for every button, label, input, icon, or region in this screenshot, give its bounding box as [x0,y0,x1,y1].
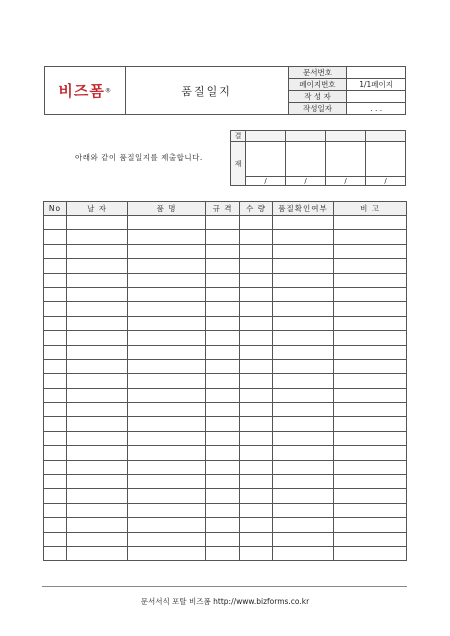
table-cell[interactable] [273,359,334,373]
table-cell[interactable] [334,216,407,230]
table-cell[interactable] [334,546,407,560]
table-cell[interactable] [240,331,273,345]
table-cell[interactable] [273,518,334,532]
table-cell[interactable] [273,388,334,402]
table-cell[interactable] [67,259,128,273]
table-cell[interactable] [206,273,240,287]
table-cell[interactable] [44,446,67,460]
table-cell[interactable] [206,503,240,517]
table-cell[interactable] [273,460,334,474]
column-header-no: No [44,202,67,216]
approval-box [230,130,406,186]
table-cell[interactable] [334,417,407,431]
table-cell[interactable] [206,518,240,532]
table-cell[interactable] [240,503,273,517]
table-row [44,518,407,532]
table-cell[interactable] [67,216,128,230]
table-cell[interactable] [44,489,67,503]
table-cell[interactable] [67,316,128,330]
table-cell[interactable] [67,518,128,532]
table-cell[interactable] [206,431,240,445]
table-cell[interactable] [67,431,128,445]
table-cell[interactable] [206,345,240,359]
logo-text: 비즈폼 [58,82,105,100]
table-cell[interactable] [240,460,273,474]
table-cell[interactable] [128,518,206,532]
table-cell[interactable] [240,546,273,560]
table-cell[interactable] [240,431,273,445]
document-title: 품질일지 [125,67,288,115]
table-cell[interactable] [206,316,240,330]
table-cell[interactable] [334,359,407,373]
table-cell[interactable] [67,230,128,244]
table-cell[interactable] [206,446,240,460]
meta-label-page-number: 페이지번호 [288,79,347,91]
table-cell[interactable] [67,532,128,546]
table-cell[interactable] [206,388,240,402]
table-row [44,446,407,460]
table-cell[interactable] [128,345,206,359]
registered-mark: ® [104,87,112,95]
approval-date-cell[interactable]: / [246,177,286,186]
table-cell[interactable] [206,403,240,417]
table-row [44,302,407,316]
table-row [44,532,407,546]
table-cell[interactable] [128,287,206,301]
table-cell[interactable] [334,403,407,417]
table-cell[interactable] [128,403,206,417]
table-row [44,489,407,503]
table-cell[interactable] [240,489,273,503]
table-cell[interactable] [44,331,67,345]
table-cell[interactable] [273,287,334,301]
table-row [44,388,407,402]
table-row [44,374,407,388]
company-logo [45,67,126,115]
meta-label-date: 작성일자 [288,103,347,115]
approval-sign-cell[interactable] [286,142,326,177]
table-cell[interactable] [67,475,128,489]
table-cell[interactable] [67,331,128,345]
table-cell[interactable] [44,244,67,258]
table-row [44,546,407,560]
table-cell[interactable] [44,287,67,301]
table-cell[interactable] [206,546,240,560]
table-cell[interactable] [67,489,128,503]
table-cell[interactable] [44,216,67,230]
table-cell[interactable] [44,374,67,388]
table-cell[interactable] [240,388,273,402]
table-cell[interactable] [206,417,240,431]
table-cell[interactable] [44,359,67,373]
table-cell[interactable] [334,460,407,474]
table-cell[interactable] [128,546,206,560]
table-cell[interactable] [240,230,273,244]
table-cell[interactable] [240,259,273,273]
table-cell[interactable] [334,259,407,273]
table-cell[interactable] [334,345,407,359]
approval-date-cell[interactable]: / [366,177,406,186]
table-cell[interactable] [44,475,67,489]
table-cell[interactable] [273,546,334,560]
table-cell[interactable] [44,345,67,359]
table-cell[interactable] [128,446,206,460]
table-cell[interactable] [44,503,67,517]
table-cell[interactable] [67,417,128,431]
table-cell[interactable] [273,316,334,330]
column-header-date: 날 자 [67,202,128,216]
table-cell[interactable] [128,532,206,546]
table-cell[interactable] [240,244,273,258]
table-cell[interactable] [334,431,407,445]
table-cell[interactable] [128,489,206,503]
meta-value-doc-number[interactable] [347,67,406,79]
table-cell[interactable] [240,316,273,330]
table-cell[interactable] [44,518,67,532]
table-cell[interactable] [273,475,334,489]
meta-value-author[interactable] [347,91,406,103]
table-row [44,331,407,345]
table-row [44,316,407,330]
meta-value-date[interactable]: . . . [347,103,406,115]
table-row [44,244,407,258]
table-row [44,216,407,230]
approval-sign-cell[interactable] [246,142,286,177]
table-row [44,273,407,287]
table-cell[interactable] [206,374,240,388]
table-cell[interactable] [128,359,206,373]
table-cell[interactable] [334,532,407,546]
table-cell[interactable] [128,331,206,345]
table-cell[interactable] [67,388,128,402]
table-cell[interactable] [206,302,240,316]
table-row [44,230,407,244]
table-cell[interactable] [128,503,206,517]
table-cell[interactable] [44,417,67,431]
table-cell[interactable] [128,316,206,330]
table-cell[interactable] [273,331,334,345]
table-cell[interactable] [67,302,128,316]
table-cell[interactable] [273,431,334,445]
column-header-item-name: 품 명 [128,202,206,216]
table-cell[interactable] [67,503,128,517]
column-header-quality-check: 품질확인여부 [273,202,334,216]
table-cell[interactable] [240,518,273,532]
table-cell[interactable] [67,345,128,359]
table-cell[interactable] [273,489,334,503]
table-cell[interactable] [273,230,334,244]
approval-sign-cell[interactable] [326,142,366,177]
meta-label-doc-number: 문서번호 [288,67,347,79]
meta-value-page-number[interactable]: 1/1페이지 [347,79,406,91]
table-cell[interactable] [334,503,407,517]
table-cell[interactable] [206,216,240,230]
table-cell[interactable] [240,532,273,546]
table-cell[interactable] [240,403,273,417]
table-row [44,431,407,445]
table-cell[interactable] [44,230,67,244]
table-row [44,460,407,474]
table-cell[interactable] [334,302,407,316]
table-cell[interactable] [128,216,206,230]
table-cell[interactable] [128,388,206,402]
table-row [44,503,407,517]
approval-header-cell [366,131,406,142]
table-cell[interactable] [273,417,334,431]
table-cell[interactable] [206,287,240,301]
table-cell[interactable] [44,316,67,330]
table-cell[interactable] [44,431,67,445]
table-cell[interactable] [334,446,407,460]
table-cell[interactable] [273,273,334,287]
table-cell[interactable] [273,446,334,460]
approval-date-cell[interactable]: / [286,177,326,186]
table-cell[interactable] [67,374,128,388]
table-cell[interactable] [240,302,273,316]
table-cell[interactable] [128,244,206,258]
table-cell[interactable] [334,374,407,388]
table-body [44,216,407,561]
table-cell[interactable] [334,230,407,244]
table-cell[interactable] [240,287,273,301]
submission-statement: 아래와 같이 품질일지를 제출합니다. [75,153,203,162]
table-cell[interactable] [334,518,407,532]
table-row [44,345,407,359]
table-cell[interactable] [67,244,128,258]
column-header-spec: 규 격 [206,202,240,216]
table-cell[interactable] [273,532,334,546]
approval-header-cell [286,131,326,142]
meta-label-author: 작 성 자 [288,91,347,103]
table-cell[interactable] [240,216,273,230]
table-cell[interactable] [206,532,240,546]
table-cell[interactable] [44,460,67,474]
table-cell[interactable] [206,475,240,489]
table-cell[interactable] [44,388,67,402]
footer-divider [42,586,407,587]
approval-header-cell [326,131,366,142]
column-header-quantity: 수 량 [240,202,273,216]
table-cell[interactable] [44,546,67,560]
table-cell[interactable] [240,446,273,460]
table-cell[interactable] [128,431,206,445]
table-cell[interactable] [273,374,334,388]
table-cell[interactable] [206,244,240,258]
table-cell[interactable] [67,273,128,287]
table-cell[interactable] [240,374,273,388]
table-cell[interactable] [128,374,206,388]
approval-header-cell [246,131,286,142]
table-row [44,259,407,273]
table-cell[interactable] [128,230,206,244]
approval-sign-cell[interactable] [366,142,406,177]
table-cell[interactable] [128,417,206,431]
table-cell[interactable] [67,359,128,373]
table-cell[interactable] [206,359,240,373]
footer-text: 문서서식 포탈 비즈폼 http://www.bizforms.co.kr [140,597,310,606]
table-cell[interactable] [44,302,67,316]
table-cell[interactable] [334,244,407,258]
table-cell[interactable] [206,230,240,244]
table-cell[interactable] [334,388,407,402]
table-cell[interactable] [128,273,206,287]
table-cell[interactable] [273,259,334,273]
table-header-row [44,202,407,216]
table-cell[interactable] [273,403,334,417]
table-cell[interactable] [44,532,67,546]
table-cell[interactable] [67,403,128,417]
table-cell[interactable] [240,273,273,287]
table-row [44,359,407,373]
table-row [44,475,407,489]
table-row [44,417,407,431]
table-cell[interactable] [67,446,128,460]
table-cell[interactable] [273,503,334,517]
table-cell[interactable] [273,216,334,230]
column-header-remarks: 비 고 [334,202,407,216]
table-cell[interactable] [273,345,334,359]
table-cell[interactable] [206,259,240,273]
approval-label-top: 결 [231,131,246,142]
quality-log-table [43,201,407,561]
table-cell[interactable] [67,546,128,560]
table-cell[interactable] [44,403,67,417]
table-cell[interactable] [128,302,206,316]
table-cell[interactable] [67,287,128,301]
table-cell[interactable] [206,460,240,474]
table-cell[interactable] [128,460,206,474]
table-cell[interactable] [240,417,273,431]
table-cell[interactable] [128,259,206,273]
table-cell[interactable] [334,475,407,489]
table-cell[interactable] [273,244,334,258]
table-cell[interactable] [273,302,334,316]
table-cell[interactable] [240,345,273,359]
table-cell[interactable] [240,475,273,489]
table-row [44,287,407,301]
table-cell[interactable] [334,273,407,287]
table-cell[interactable] [334,287,407,301]
table-cell[interactable] [67,460,128,474]
table-cell[interactable] [334,316,407,330]
table-row [44,403,407,417]
table-cell[interactable] [206,489,240,503]
table-cell[interactable] [334,331,407,345]
document-header [44,66,406,115]
table-cell[interactable] [44,259,67,273]
table-cell[interactable] [334,489,407,503]
table-cell[interactable] [240,359,273,373]
approval-date-cell[interactable]: / [326,177,366,186]
approval-label-bottom: 재 [231,142,246,186]
table-cell[interactable] [44,273,67,287]
table-cell[interactable] [128,475,206,489]
table-cell[interactable] [206,331,240,345]
